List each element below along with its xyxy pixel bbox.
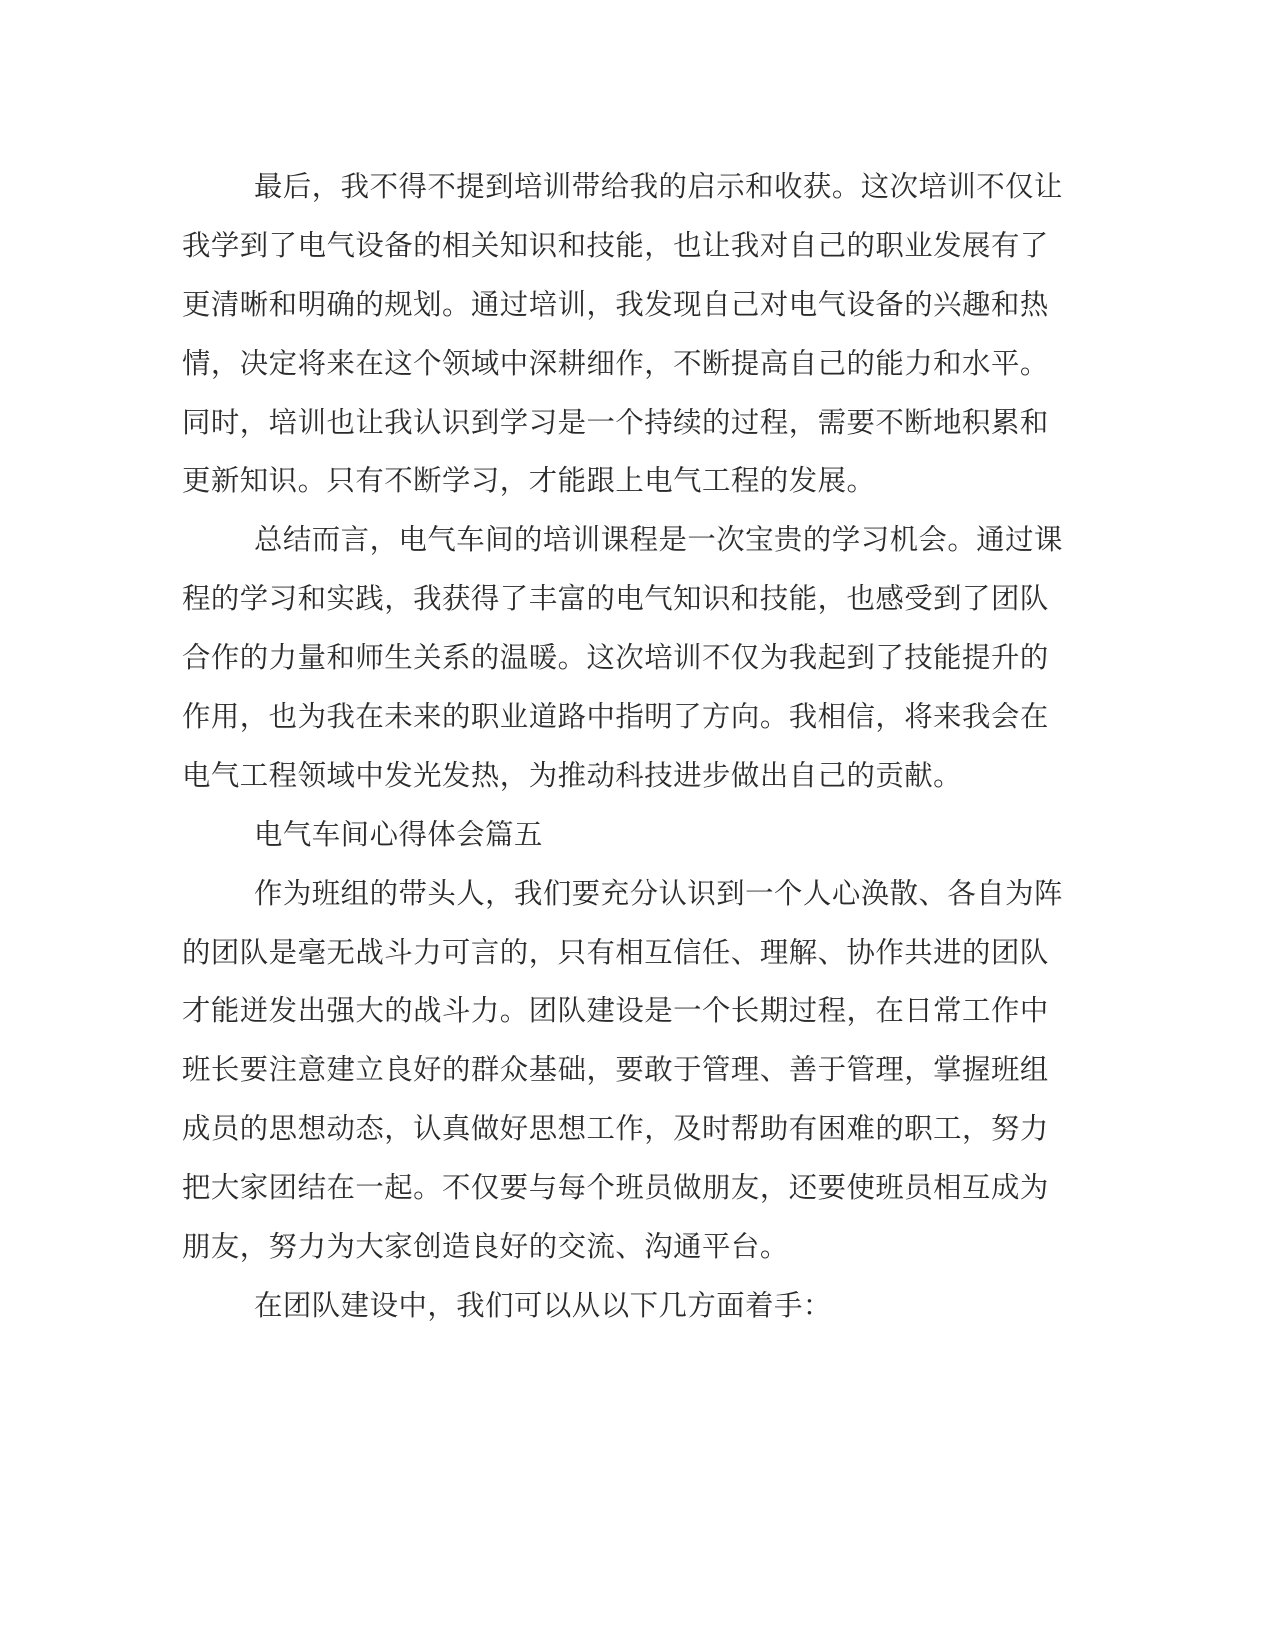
text-line: 我学到了电气设备的相关知识和技能，也让我对自己的职业发展有了 [182,228,1049,262]
section-title: 电气车间心得体会篇五 [254,817,543,851]
text-line: 在团队建设中，我们可以从以下几方面着手： [254,1288,832,1322]
text-line: 朋友，努力为大家创造良好的交流、沟通平台。 [182,1230,789,1264]
document-body [182,158,1063,1336]
text-line: 电气工程领域中发光发热，为推动科技进步做出自己的贡献。 [182,758,963,792]
text-line: 合作的力量和师生关系的温暖。这次培训不仅为我起到了技能提升的 [182,641,1049,675]
text-line: 的团队是毫无战斗力可言的，只有相互信任、理解、协作共进的团队 [182,935,1049,969]
paragraph-reflection [182,158,1063,511]
paragraph-team-building [182,1277,1042,1336]
text-line: 总结而言，电气车间的培训课程是一次宝贵的学习机会。通过课 [254,523,1063,557]
section-heading [182,806,1042,865]
text-line: 情，决定将来在这个领域中深耕细作，不断提高自己的能力和水平。 [182,346,1049,380]
text-line: 最后，我不得不提到培训带给我的启示和收获。这次培训不仅让 [254,170,1063,203]
text-line: 成员的思想动态，认真做好思想工作，及时帮助有困难的职工，努力 [182,1112,1049,1146]
text-line: 同时，培训也让我认识到学习是一个持续的过程，需要不断地积累和 [182,405,1049,439]
text-line: 更清晰和明确的规划。通过培训，我发现自己对电气设备的兴趣和热 [182,287,1049,321]
text-line: 程的学习和实践，我获得了丰富的电气知识和技能，也感受到了团队 [182,582,1049,616]
paragraph-summary [182,511,1063,805]
text-line: 作为班组的带头人，我们要充分认识到一个人心涣散、各自为阵 [254,876,1063,910]
text-line: 更新知识。只有不断学习，才能跟上电气工程的发展。 [182,464,876,498]
paragraph-team-leader [182,865,1063,1277]
text-line: 作用，也为我在未来的职业道路中指明了方向。我相信，将来我会在 [182,700,1049,734]
text-line: 才能迸发出强大的战斗力。团队建设是一个长期过程，在日常工作中 [182,994,1049,1028]
text-line: 把大家团结在一起。不仅要与每个班员做朋友，还要使班员相互成为 [182,1171,1049,1205]
text-line: 班长要注意建立良好的群众基础，要敢于管理、善于管理，掌握班组 [182,1053,1049,1087]
